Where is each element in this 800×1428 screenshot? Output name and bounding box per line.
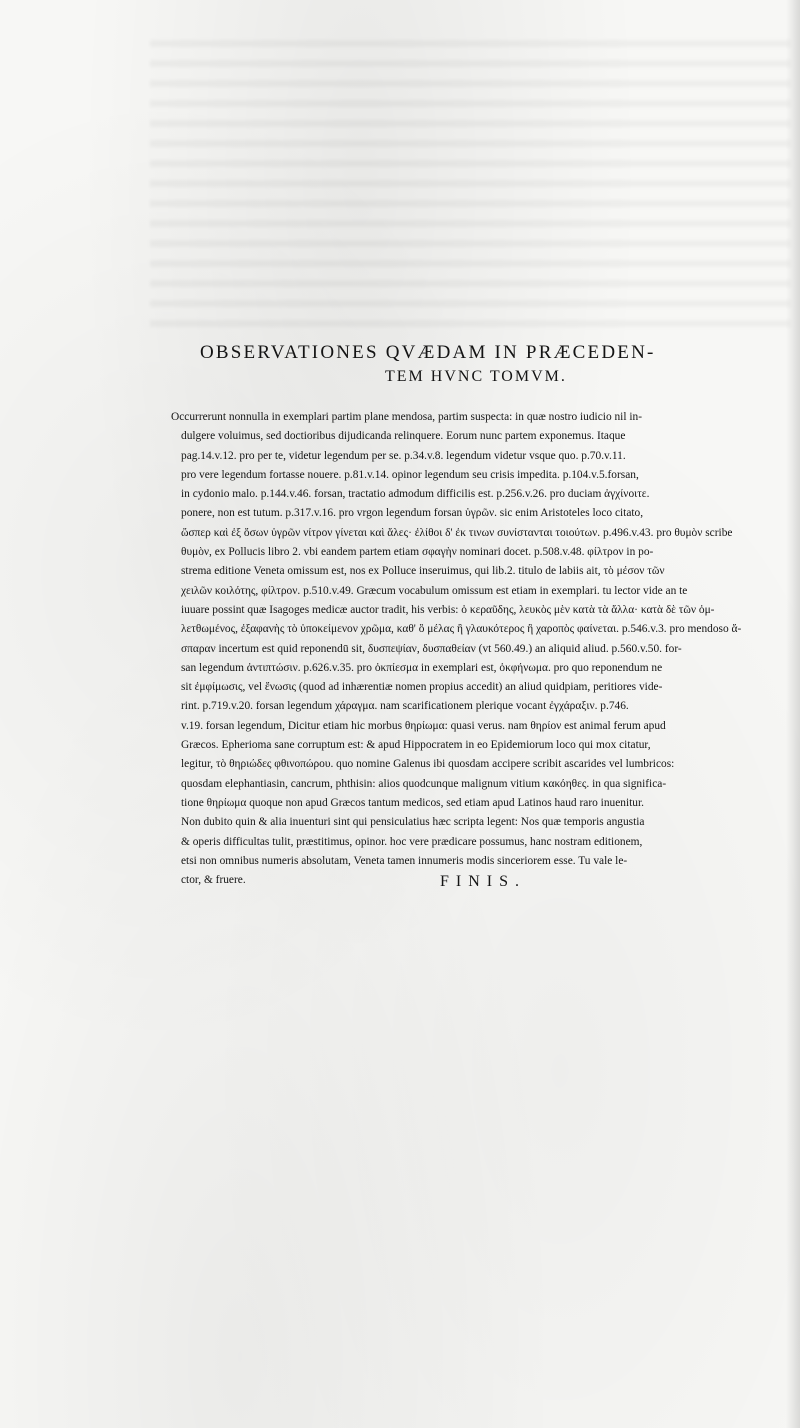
body-text-block: [171, 408, 767, 890]
text-line: v.19. forsan legendum, Dicitur etiam hic morbus θηρίωμα: quasi verus. nam θηρίον est animal ferum apud: [181, 719, 666, 732]
text-line: pag.14.v.12. pro per te, videtur legendum per se. p.34.v.8. legendum videtur vsque quo. p.70.v.11.: [181, 449, 626, 462]
text-line: & operis difficultas tulit, præstitimus, opinor. hoc vere prædicare possumus, hanc nostram editionem,: [181, 835, 643, 848]
text-line: ctor, & fruere.: [181, 874, 246, 887]
text-line: dulgere voluimus, sed doctioribus dijudicanda relinquere. Eorum nunc partem exponemus. Itaque: [181, 430, 626, 443]
text-line: ὥσπερ καὶ ἐξ ὅσων ὑγρῶν νίτρον γίνεται καὶ ἅλες· ἐλίθοι δ' ἐκ τινων συνίστανται τοιούτων. p.496.v.43. pro θυμὸν scribe: [181, 526, 733, 539]
text-line: pro vere legendum fortasse nouere. p.81.v.14. opinor legendum seu crisis impedita. p.104.v.5.forsan,: [181, 468, 639, 481]
text-line: θυμὸν, ex Pollucis libro 2. vbi eandem partem etiam σφαγὴν nominari docet. p.508.v.48. φίλτρον in po-: [181, 546, 654, 559]
text-line: in cydonio malo. p.144.v.46. forsan, tractatio admodum difficilis est. p.256.v.26. pro duciam ἀγχίνοιτε.: [181, 488, 650, 501]
text-line: Non dubito quin & alia inuenturi sint qui pensiculatius hæc scripta legent: Nos quæ temporis angustia: [181, 816, 645, 829]
text-line: χειλῶν κοιλότης, φίλτρον. p.510.v.49. Græcum vocabulum omissum est etiam in exemplari. tu lector vide an te: [181, 584, 688, 597]
show-through-text: [150, 40, 790, 340]
text-line: legitur, τὸ θηριώδες φθινοπώρου. quo nomine Galenus ibi quosdam accipere scribit ascarides vel lumbricos:: [181, 758, 675, 771]
text-line: iuuare possint quæ Isagoges medicæ auctor tradit, his verbis: ὁ κεραῦδης, λευκὸς μὲν κατὰ τὰ ἄλλα· κατὰ δὲ τῶν ὀμ-: [181, 603, 715, 616]
text-line: rint. p.719.v.20. forsan legendum χάραγμα. nam scarificationem plerique vocant ἐγχάραξιν. p.746.: [181, 700, 629, 713]
finis-mark: FINIS.: [440, 873, 527, 890]
page-edge-shadow: [786, 0, 800, 1428]
text-line: strema editione Veneta omissum est, nos ex Polluce inseruimus, qui lib.2. titulo de labiis ait, τὸ μέσον τῶν: [181, 565, 665, 578]
text-line: etsi non omnibus numeris absolutam, Veneta tamen innumeris modis sinceriorem esse. Tu vale le-: [181, 854, 628, 867]
text-line: Occurrerunt nonnulla in exemplari partim plane mendosa, partim suspecta: in quæ nostro iudicio nil in-: [171, 411, 643, 423]
section-heading: [200, 340, 760, 388]
text-line: quosdam elephantiasin, cancrum, phthisin: alios quodcunque malignum vitium κακόηθες. in qua significa-: [181, 777, 667, 790]
text-line: ponere, non est tutum. p.317.v.16. pro vrgon legendum forsan ὑγρῶν. sic enim Aristoteles loco citato,: [181, 507, 644, 520]
text-line: sit ἐμφίμωσις, vel ἔνωσις (quod ad inhærentiæ nomen propius accedit) an aliud quidpiam, peritiores vide-: [181, 681, 663, 694]
heading-line-1: OBSERVATIONES QVÆDAM IN PRÆCEDEN-: [200, 342, 656, 363]
text-line: tione θηρίωμα quoque non apud Græcos tantum medicos, sed etiam apud Latinos haud raro inuenitur.: [181, 796, 644, 809]
heading-line-2: TEM HVNC TOMVM.: [385, 368, 567, 385]
text-line: Græcos. Epherioma sane corruptum est: & apud Hippocratem in eo Epidemiorum loco qui mox citatur,: [181, 739, 651, 752]
text-line: san legendum ἀντιπτώσιν. p.626.v.35. pro ὀκπίεσμα in exemplari est, ὀκφήνωμα. pro quo reponendum ne: [181, 661, 663, 674]
text-line: σπαραν incertum est quid reponendū sit, δυσπεψίαν, δυσπαθείαν (vt 560.49.) an aliquid aliud. p.560.v.50. for-: [181, 642, 682, 655]
text-line: λετθωμένος, ἐξαφανὴς τὸ ὑποκείμενον χρῶμα, καθ' ὃ μέλας ἢ γλαυκότερος ἢ χαροπὸς φαίνεται. p.546.v.3. pro mendoso ἄ-: [181, 623, 742, 636]
